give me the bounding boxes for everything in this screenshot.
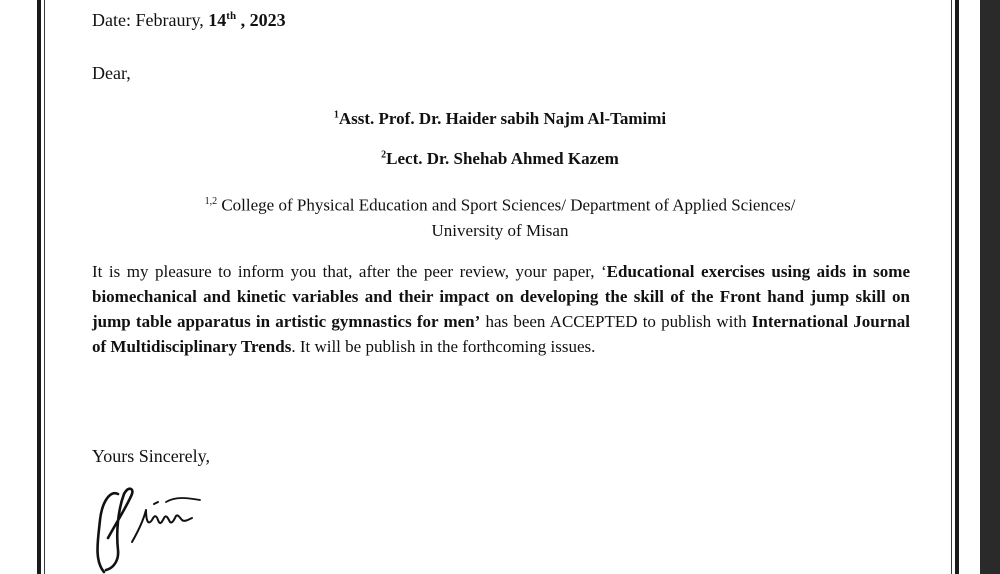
date-day: 14 <box>208 10 227 30</box>
salutation: Dear, <box>92 63 131 83</box>
journal-name: International Journal of Multidisciplinary Trends <box>92 312 910 356</box>
body-middle: has been ACCEPTED to publish with <box>480 312 752 331</box>
date-year: , 2023 <box>240 10 286 30</box>
body-end: . It will be publish in the forthcoming issues. <box>291 337 596 356</box>
page-border-left <box>37 0 41 574</box>
screen-edge-right <box>980 0 1000 574</box>
paper-title: Educational exercises using aids in some biomechanical and kinetic variables and their impact on developing the skill of the Front hand jump skill on jump table apparatus in artistic gymnastics for men’ <box>92 262 910 331</box>
affiliation-line-1: College of Physical Education and Sport Sciences/ Department of Applied Sciences/ <box>217 195 796 215</box>
author-1-sup: 1 <box>333 109 339 121</box>
affiliation-sup: 1,2 <box>204 196 218 207</box>
date-prefix: Date: Febraury, <box>92 10 204 30</box>
affiliation <box>140 189 860 243</box>
letter-date <box>92 10 286 31</box>
body-intro: It is my pleasure to inform you that, after the peer review, your paper, ‘ <box>92 262 607 281</box>
closing: Yours Sincerely, <box>92 446 211 466</box>
page-border-right <box>955 0 959 574</box>
author-2-sup: 2 <box>381 149 387 161</box>
page-border-right-inner <box>951 0 952 574</box>
affiliation-line-2: University of Misan <box>431 220 569 240</box>
author-2-name: Lect. Dr. Shehab Ahmed Kazem <box>386 149 619 168</box>
acceptance-paragraph <box>92 259 910 359</box>
page-border-left-inner <box>44 0 45 574</box>
date-suffix: th <box>226 10 237 22</box>
author-1-name: Asst. Prof. Dr. Haider sabih Najm Al-Tamimi <box>338 109 667 128</box>
author-1 <box>0 109 1000 129</box>
signature-icon <box>88 480 218 574</box>
author-2 <box>0 149 1000 169</box>
